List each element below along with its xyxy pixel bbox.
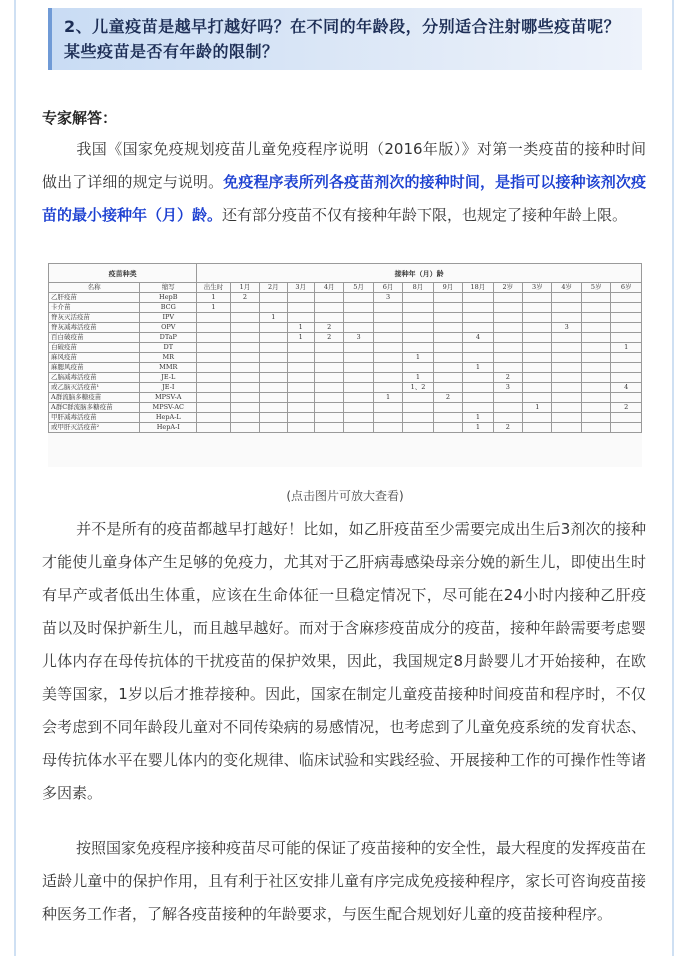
table-row (49, 293, 642, 303)
dose-cell (581, 403, 610, 413)
vaccine-abbr: MPSV-AC (140, 403, 197, 413)
dose-cell (552, 333, 581, 343)
dose-cell (581, 323, 610, 333)
header-age: 5岁 (581, 283, 610, 293)
dose-cell (581, 333, 610, 343)
dose-cell (552, 413, 581, 423)
dose-cell (523, 333, 552, 343)
dose-cell: 1 (403, 353, 433, 363)
header-age: 4岁 (552, 283, 581, 293)
dose-cell (523, 323, 552, 333)
dose-cell (314, 393, 343, 403)
dose-cell (344, 363, 373, 373)
dose-cell (230, 403, 259, 413)
header-name: 名称 (49, 283, 140, 293)
table-row (49, 313, 642, 323)
dose-cell (344, 293, 373, 303)
table-row (49, 393, 642, 403)
dose-cell (344, 303, 373, 313)
vaccine-abbr: DT (140, 343, 197, 353)
dose-cell (552, 373, 581, 383)
dose-cell (493, 293, 522, 303)
dose-cell: 2 (314, 323, 343, 333)
dose-cell (493, 393, 522, 403)
dose-cell (373, 403, 402, 413)
paragraph-3 (42, 832, 646, 931)
dose-cell (403, 343, 433, 353)
dose-cell (314, 403, 343, 413)
dose-cell (287, 413, 314, 423)
dose-cell (581, 293, 610, 303)
paragraph-2-text: 并不是所有的疫苗都越早打越好！比如，如乙肝疫苗至少需要完成出生后3剂次的接种才能使儿童身体产生足够的免疫力，尤其对于乙肝病毒感染母亲分娩的新生儿，即使出生时有早产或者低出生体重，应该在生命体征一旦稳定情况下，尽可能在24小时内接种乙肝疫苗以及时保护新生儿，而且越早越好。而对于含麻疹疫苗成分的疫苗，接种年龄需要考虑婴儿体内存在母传抗体的干扰疫苗的保护效果，因此，我国规定8月龄婴儿才开始接种，在欧美等国家，1岁以后才推荐接种。因此，国家在制定儿童疫苗接种时间疫苗和程序时，不仅会考虑到不同年龄段儿童对不同传染病的易感情况，也考虑到了儿童免疫系统的发育状态、母传抗体水平在婴儿体内的变化规律、临床试验和实践经验、开展接种工作的可操作性等诸多因素。 (42, 520, 646, 802)
dose-cell (611, 423, 642, 433)
header-age: 出生时 (197, 283, 231, 293)
dose-cell (260, 383, 287, 393)
header-age: 3月 (287, 283, 314, 293)
dose-cell (581, 413, 610, 423)
dose-cell (523, 303, 552, 313)
header-age: 18月 (463, 283, 493, 293)
dose-cell (611, 323, 642, 333)
image-caption: (点击图片可放大查看) (286, 489, 404, 503)
dose-cell (433, 383, 462, 393)
dose-cell (314, 373, 343, 383)
dose-cell (523, 353, 552, 363)
dose-cell (493, 353, 522, 363)
dose-cell (611, 413, 642, 423)
dose-cell (523, 293, 552, 303)
dose-cell (581, 423, 610, 433)
dose-cell: 1 (463, 363, 493, 373)
dose-cell (230, 413, 259, 423)
dose-cell (197, 343, 231, 353)
dose-cell (552, 383, 581, 393)
dose-cell (403, 413, 433, 423)
dose-cell (581, 313, 610, 323)
dose-cell (523, 373, 552, 383)
dose-cell (403, 293, 433, 303)
vaccine-name: 百白破疫苗 (49, 333, 140, 343)
dose-cell (314, 363, 343, 373)
dose-cell (611, 393, 642, 403)
dose-cell: 1、2 (403, 383, 433, 393)
dose-cell (287, 343, 314, 353)
dose-cell (344, 413, 373, 423)
dose-cell: 2 (230, 293, 259, 303)
dose-cell (344, 423, 373, 433)
dose-cell (433, 353, 462, 363)
dose-cell (552, 343, 581, 353)
dose-cell (433, 363, 462, 373)
dose-cell (287, 373, 314, 383)
header-age: 2月 (260, 283, 287, 293)
dose-cell: 2 (433, 393, 462, 403)
dose-cell (260, 323, 287, 333)
dose-cell (581, 353, 610, 363)
dose-cell (230, 343, 259, 353)
dose-cell (197, 333, 231, 343)
paragraph-1 (42, 133, 646, 232)
dose-cell (611, 363, 642, 373)
dose-cell (493, 363, 522, 373)
dose-cell (373, 343, 402, 353)
dose-cell (552, 313, 581, 323)
dose-cell (581, 303, 610, 313)
dose-cell (493, 403, 522, 413)
dose-cell (230, 313, 259, 323)
dose-cell (523, 383, 552, 393)
dose-cell (314, 303, 343, 313)
table-row (49, 323, 642, 333)
dose-cell (463, 323, 493, 333)
dose-cell (314, 313, 343, 323)
dose-cell: 1 (287, 323, 314, 333)
dose-cell (260, 303, 287, 313)
dose-cell (287, 423, 314, 433)
dose-cell (433, 313, 462, 323)
vaccine-abbr: MPSV-A (140, 393, 197, 403)
dose-cell (523, 393, 552, 403)
dose-cell (230, 423, 259, 433)
dose-cell (433, 323, 462, 333)
dose-cell (260, 293, 287, 303)
vaccine-name: 脊灰减毒活疫苗 (49, 323, 140, 333)
dose-cell (197, 413, 231, 423)
dose-cell: 2 (611, 403, 642, 413)
dose-cell (373, 313, 402, 323)
dose-cell (552, 393, 581, 403)
dose-cell (493, 413, 522, 423)
vaccine-schedule-table (48, 263, 642, 433)
vaccine-abbr: BCG (140, 303, 197, 313)
table-row (49, 353, 642, 363)
vaccine-abbr: DTaP (140, 333, 197, 343)
dose-cell (493, 323, 522, 333)
table-row (49, 373, 642, 383)
dose-cell (230, 373, 259, 383)
dose-cell (287, 363, 314, 373)
dose-cell (230, 303, 259, 313)
dose-cell (373, 413, 402, 423)
dose-cell (373, 333, 402, 343)
header-vaccination-age: 接种年（月）龄 (197, 264, 642, 283)
dose-cell (260, 403, 287, 413)
dose-cell (260, 363, 287, 373)
dose-cell (344, 353, 373, 363)
dose-cell (611, 373, 642, 383)
vaccine-abbr: JE-I (140, 383, 197, 393)
dose-cell (197, 403, 231, 413)
dose-cell (197, 323, 231, 333)
vaccine-abbr: MR (140, 353, 197, 363)
dose-cell (260, 333, 287, 343)
dose-cell: 1 (287, 333, 314, 343)
dose-cell (314, 353, 343, 363)
dose-cell (433, 423, 462, 433)
header-abbr: 缩写 (140, 283, 197, 293)
dose-cell (373, 323, 402, 333)
dose-cell: 1 (611, 343, 642, 353)
dose-cell (552, 303, 581, 313)
vaccine-name: 白破疫苗 (49, 343, 140, 353)
vaccine-name: 或乙脑灭活疫苗¹ (49, 383, 140, 393)
dose-cell: 1 (260, 313, 287, 323)
dose-cell (433, 303, 462, 313)
dose-cell (344, 323, 373, 333)
header-age: 1月 (230, 283, 259, 293)
header-age: 4月 (314, 283, 343, 293)
dose-cell: 1 (197, 293, 231, 303)
dose-cell (463, 353, 493, 363)
dose-cell (230, 363, 259, 373)
dose-cell (552, 293, 581, 303)
header-age: 6月 (373, 283, 402, 293)
dose-cell (373, 423, 402, 433)
header-age: 5月 (344, 283, 373, 293)
dose-cell (287, 313, 314, 323)
dose-cell (552, 423, 581, 433)
dose-cell (581, 383, 610, 393)
dose-cell (433, 333, 462, 343)
dose-cell (552, 403, 581, 413)
dose-cell (523, 423, 552, 433)
dose-cell: 4 (463, 333, 493, 343)
dose-cell (581, 373, 610, 383)
dose-cell: 2 (493, 373, 522, 383)
dose-cell (403, 313, 433, 323)
dose-cell (403, 363, 433, 373)
vaccine-name: 乙脑减毒活疫苗 (49, 373, 140, 383)
dose-cell (493, 303, 522, 313)
dose-cell (287, 403, 314, 413)
header-vaccine-type: 疫苗种类 (49, 264, 197, 283)
dose-cell (373, 303, 402, 313)
table-row (49, 383, 642, 393)
dose-cell (287, 293, 314, 303)
dose-cell (581, 363, 610, 373)
vaccine-abbr: OPV (140, 323, 197, 333)
dose-cell: 2 (314, 333, 343, 343)
vaccine-abbr: JE-L (140, 373, 197, 383)
dose-cell: 4 (611, 383, 642, 393)
dose-cell (197, 373, 231, 383)
dose-cell (314, 293, 343, 303)
vaccine-abbr: HepA-L (140, 413, 197, 423)
dose-cell (197, 383, 231, 393)
vaccine-name: 麻腮风疫苗 (49, 363, 140, 373)
table-row (49, 413, 642, 423)
table-row (49, 363, 642, 373)
paragraph-2 (42, 513, 646, 810)
dose-cell (463, 303, 493, 313)
dose-cell (197, 353, 231, 363)
dose-cell (260, 393, 287, 403)
dose-cell (611, 313, 642, 323)
vaccine-abbr: HepB (140, 293, 197, 303)
dose-cell (463, 293, 493, 303)
vaccine-name: 或甲肝灭活疫苗² (49, 423, 140, 433)
vaccine-abbr: MMR (140, 363, 197, 373)
dose-cell (287, 353, 314, 363)
dose-cell (433, 373, 462, 383)
dose-cell (463, 373, 493, 383)
dose-cell (403, 403, 433, 413)
dose-cell (463, 383, 493, 393)
dose-cell (344, 403, 373, 413)
vaccine-abbr: HepA-I (140, 423, 197, 433)
dose-cell (581, 343, 610, 353)
vaccine-name: 脊灰灭活疫苗 (49, 313, 140, 323)
dose-cell (403, 393, 433, 403)
table-row (49, 423, 642, 433)
dose-cell (611, 303, 642, 313)
dose-cell (463, 403, 493, 413)
dose-cell (314, 343, 343, 353)
dose-cell (523, 413, 552, 423)
dose-cell (230, 383, 259, 393)
vaccine-name: 甲肝减毒活疫苗 (49, 413, 140, 423)
dose-cell (403, 303, 433, 313)
dose-cell (523, 363, 552, 373)
dose-cell (403, 323, 433, 333)
expert-answer-label: 专家解答： (42, 109, 118, 127)
paragraph-1-highlight: 免疫程序表所列各疫苗剂次的接种时间，是指可以接种该剂次疫苗的最小接种年（月）龄。 (42, 173, 646, 224)
dose-cell (493, 343, 522, 353)
dose-cell (260, 373, 287, 383)
dose-cell (230, 333, 259, 343)
table-row (49, 333, 642, 343)
vaccine-schedule-image[interactable] (48, 263, 642, 467)
dose-cell (344, 313, 373, 323)
dose-cell: 1 (197, 303, 231, 313)
dose-cell (287, 393, 314, 403)
dose-cell (344, 393, 373, 403)
dose-cell (287, 383, 314, 393)
dose-cell (344, 373, 373, 383)
dose-cell: 3 (552, 323, 581, 333)
vaccine-name: 卡介苗 (49, 303, 140, 313)
dose-cell (463, 343, 493, 353)
dose-cell (260, 423, 287, 433)
dose-cell (230, 393, 259, 403)
vaccine-name: 麻风疫苗 (49, 353, 140, 363)
question-heading: 2、儿童疫苗是越早打越好吗？在不同的年龄段，分别适合注射哪些疫苗呢？某些疫苗是否有年龄的限制？ (64, 17, 621, 61)
dose-cell: 1 (463, 413, 493, 423)
dose-cell: 1 (403, 373, 433, 383)
dose-cell (230, 323, 259, 333)
dose-cell (523, 313, 552, 323)
vaccine-abbr: IPV (140, 313, 197, 323)
dose-cell (373, 363, 402, 373)
header-age: 2岁 (493, 283, 522, 293)
paragraph-1-tail: 还有部分疫苗不仅有接种年龄下限，也规定了接种年龄上限。 (222, 206, 628, 224)
dose-cell (197, 363, 231, 373)
paragraph-1-intro: 我国《国家免疫规划疫苗儿童免疫程序说明（2016年版）》对第一类疫苗的接种时间做出了详细的规定与说明。 (42, 140, 646, 191)
dose-cell (611, 333, 642, 343)
table-row (49, 303, 642, 313)
dose-cell (260, 353, 287, 363)
dose-cell (344, 343, 373, 353)
table-row (49, 343, 642, 353)
dose-cell (403, 423, 433, 433)
dose-cell: 1 (463, 423, 493, 433)
dose-cell (373, 383, 402, 393)
vaccine-name: A群C群流脑多糖疫苗 (49, 403, 140, 413)
dose-cell (287, 303, 314, 313)
question-banner (48, 8, 642, 70)
dose-cell (197, 313, 231, 323)
dose-cell: 3 (373, 293, 402, 303)
vaccine-name: A群流脑多糖疫苗 (49, 393, 140, 403)
dose-cell (433, 413, 462, 423)
header-age: 8月 (403, 283, 433, 293)
dose-cell (260, 413, 287, 423)
dose-cell (403, 333, 433, 343)
dose-cell: 3 (493, 383, 522, 393)
dose-cell (373, 353, 402, 363)
dose-cell (611, 293, 642, 303)
header-age: 9月 (433, 283, 462, 293)
dose-cell: 1 (523, 403, 552, 413)
dose-cell (197, 423, 231, 433)
vaccine-name: 乙肝疫苗 (49, 293, 140, 303)
dose-cell (493, 333, 522, 343)
dose-cell (433, 293, 462, 303)
dose-cell (314, 423, 343, 433)
table-row (49, 403, 642, 413)
dose-cell: 2 (493, 423, 522, 433)
dose-cell (523, 343, 552, 353)
dose-cell (230, 353, 259, 363)
dose-cell (552, 353, 581, 363)
dose-cell (552, 363, 581, 373)
dose-cell (197, 393, 231, 403)
dose-cell: 1 (373, 393, 402, 403)
dose-cell: 3 (344, 333, 373, 343)
dose-cell (344, 383, 373, 393)
dose-cell (611, 353, 642, 363)
dose-cell (433, 403, 462, 413)
paragraph-3-text: 按照国家免疫程序接种疫苗尽可能的保证了疫苗接种的安全性，最大程度的发挥疫苗在适龄儿童中的保护作用，且有利于社区安排儿童有序完成免疫接种程序，家长可咨询疫苗接种医务工作者，了解各疫苗接种的年龄要求，与医生配合规划好儿童的疫苗接种程序。 (42, 839, 647, 923)
dose-cell (314, 413, 343, 423)
header-age: 6岁 (611, 283, 642, 293)
dose-cell (463, 393, 493, 403)
header-age: 3岁 (523, 283, 552, 293)
dose-cell (314, 383, 343, 393)
dose-cell (373, 373, 402, 383)
dose-cell (433, 343, 462, 353)
dose-cell (463, 313, 493, 323)
dose-cell (260, 343, 287, 353)
dose-cell (581, 393, 610, 403)
dose-cell (493, 313, 522, 323)
